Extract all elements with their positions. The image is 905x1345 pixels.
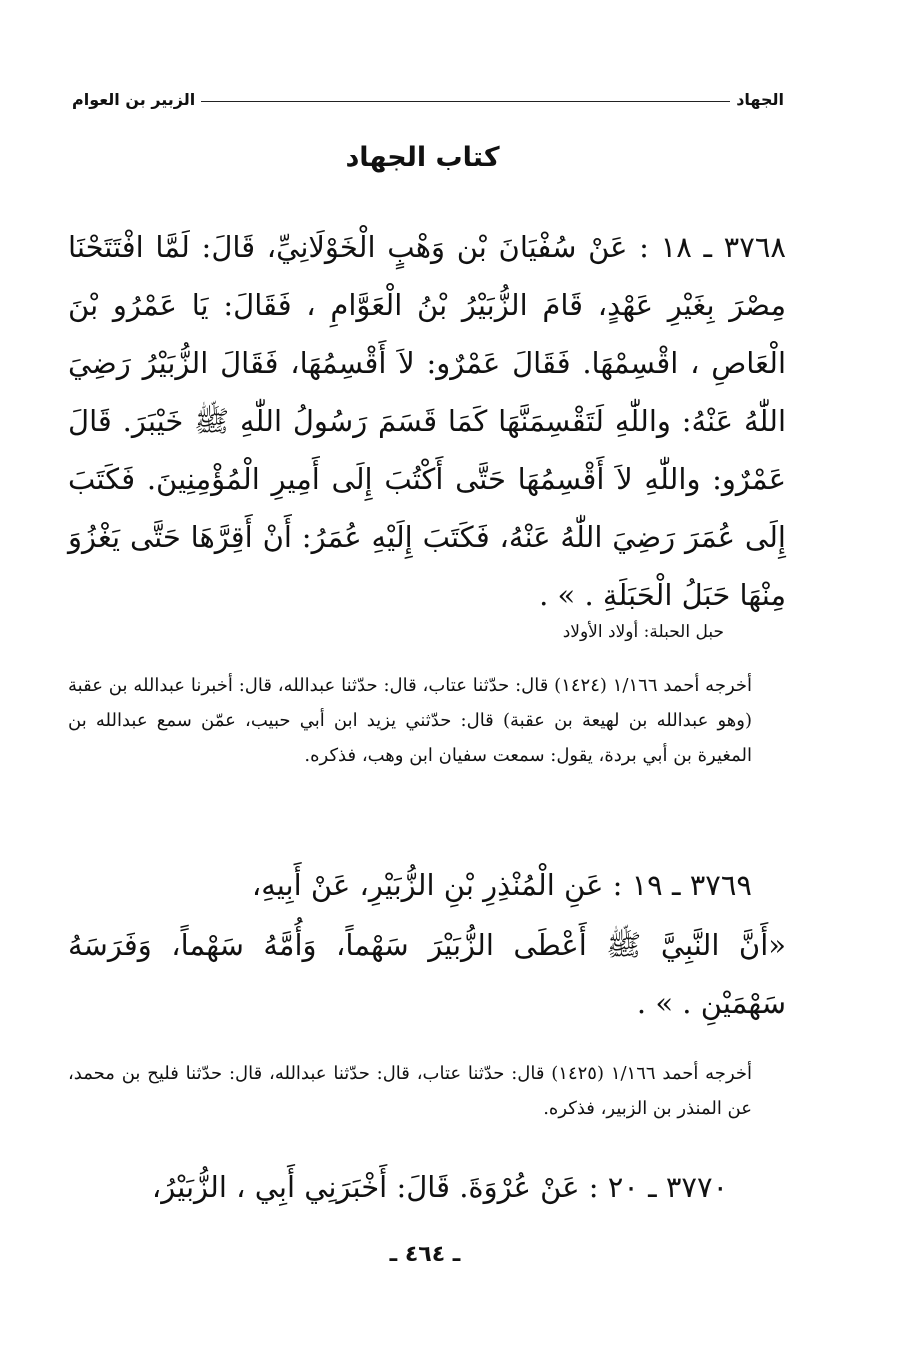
hadith-3768: ٣٧٦٨ ـ ١٨ : عَنْ سُفْيَانَ بْن وَهْبٍ الْخَوْلَانِيِّ، قَالَ: لَمَّا افْتَتَحْنَا مِصْرَ بِغَيْرِ عَهْدٍ، قَامَ الزُّبَيْرُ بْنُ الْعَوَّامِ ، فَقَالَ: يَا عَمْرُو بْنَ الْعَاصِ ، اقْسِمْهَا. فَقَالَ عَمْرٌو: لاَ أَقْسِمُهَا، فَقَالَ الزُّبَيْرُ رَضِيَ اللّٰهُ عَنْهُ: واللّٰهِ لَتَقْسِمَنَّهَا كَمَا قَسَمَ رَسُولُ اللّٰهِ ﷺ خَيْبَرَ. قَالَ عَمْرٌو: واللّٰهِ لاَ أَقْسِمُهَا حَتَّى أَكْتُبَ إِلَى أَمِيرِ الْمُؤْمِنِينَ. فَكَتَبَ إِلَى عُمَرَ رَضِيَ اللّٰهُ عَنْهُ، فَكَتَبَ إِلَيْهِ عُمَرُ: أَنْ أَقِرَّهَا حَتَّى يَغْزُوَ مِنْهَا حَبَلُ الْحَبَلَةِ . » . bbox=[68, 230, 786, 612]
header-rule bbox=[201, 101, 730, 102]
running-header bbox=[72, 84, 784, 114]
takhrij-3769: أخرجه أحمد ١/١٦٦ (١٤٢٥) قال: حدّثنا عتاب، قال: حدّثنا عبدالله، قال: حدّثنا فليح بن محمد، عن المنذر بن الزبير، فذكره. bbox=[68, 1063, 752, 1119]
hadith-3770-isnad: ٣٧٧٠ ـ ٢٠ : عَنْ عُرْوَةَ. قَالَ: أَخْبَرَنِي أَبِي ، الزُّبَيْرُ، bbox=[151, 1170, 729, 1204]
hadith-3769-isnad: ٣٧٦٩ ـ ١٩ : عَنِ الْمُنْذِرِ بْنِ الزُّبَيْرِ، عَنْ أَبِيهِ، bbox=[251, 868, 752, 902]
hadith-3769-text: «أَنَّ النَّبِيَّ ﷺ أَعْطَى الزُّبَيْرَ سَهْماً، وَأُمَّهُ سَهْماً، وَفَرَسَهُ سَهْمَيْنِ . » . bbox=[68, 928, 786, 1020]
header-section: الزبير بن العوام bbox=[72, 89, 196, 109]
page-number: ـ ٤٦٤ ـ bbox=[389, 1242, 461, 1267]
book-title: كتاب الجهاد bbox=[345, 142, 500, 173]
takhrij-3768: أخرجه أحمد ١/١٦٦ (١٤٢٤) قال: حدّثنا عتاب، قال: حدّثنا عبدالله، قال: أخبرنا عبدالله بن عقبة (وهو عبدالله بن لهيعة بن عقبة) قال: حدّثني يزيد ابن أبي حبيب، عمّن سمع عبدالله بن المغيرة بن أبي بردة، يقول: سمعت سفيان ابن وهب، فذكره. bbox=[68, 675, 753, 766]
header-chapter: الجهاد bbox=[736, 89, 784, 109]
gloss-3768: حبل الحبلة: أولاد الأولاد bbox=[562, 622, 724, 642]
